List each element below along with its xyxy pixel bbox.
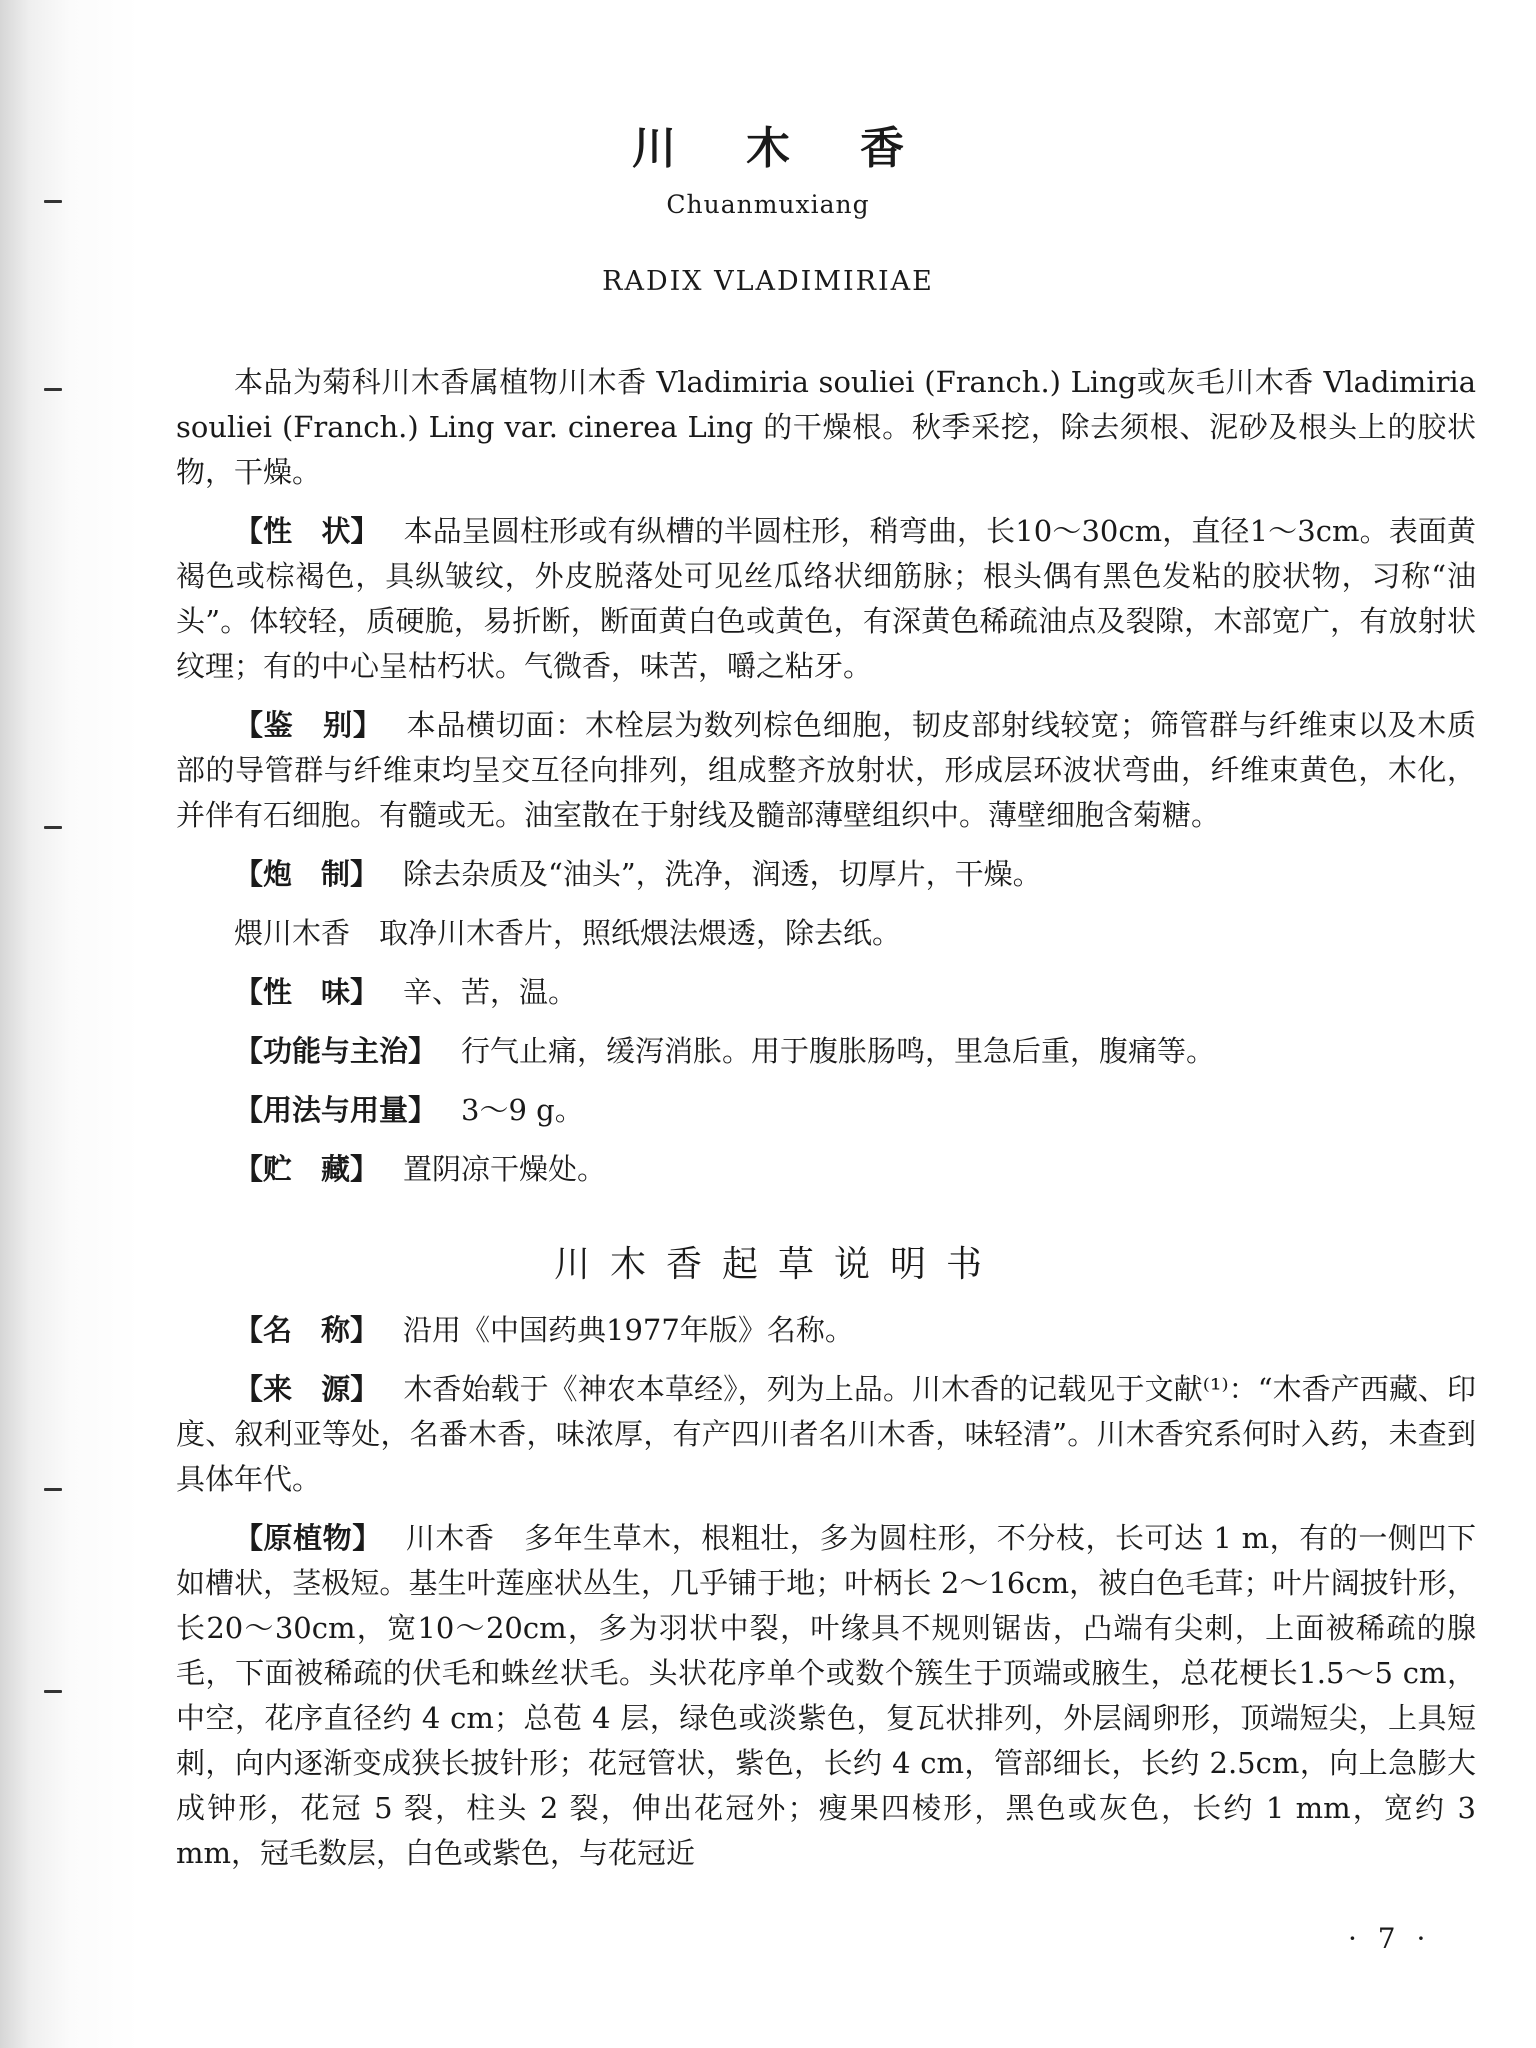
section-text: 3～9 g。: [461, 1093, 584, 1127]
section-text: 木香始载于《神农本草经》，列为上品。川木香的记载见于文献⁽¹⁾：“木香产西藏、印度、叙利亚等处，名番木香，味浓厚，有产四川者名川木香，味轻清”。川木香究系何时入药，未查到具体年代。: [176, 1372, 1476, 1496]
section-label: 【贮 藏】: [234, 1152, 380, 1186]
section-paragraph: [176, 509, 1476, 689]
section-paragraph: [176, 970, 1476, 1015]
section-paragraph: [176, 1088, 1476, 1133]
page-number: · 7 ·: [1348, 1922, 1432, 1955]
binding-mark: [44, 1690, 62, 1693]
section-paragraph: [176, 911, 1476, 956]
section-paragraph: [176, 1029, 1476, 1074]
binding-mark: [44, 1488, 62, 1491]
section-paragraph: [176, 1308, 1476, 1353]
section-label: 【炮 制】: [234, 857, 380, 891]
section-label: 【鉴 别】: [234, 708, 383, 742]
explanation-body: [176, 1308, 1476, 1890]
section-paragraph: [176, 1147, 1476, 1192]
pinyin-title: Chuanmuxiang: [666, 190, 870, 219]
section-text: 除去杂质及“油头”，洗净，润透，切厚片，干燥。: [403, 857, 1042, 891]
section-label: 【性 状】: [234, 514, 380, 548]
intro-paragraph: 本品为菊科川木香属植物川木香 Vladimiria souliei (Franch.) Ling或灰毛川木香 Vladimiria souliei (Franch.) Ling var. cinerea Ling 的干燥根。秋季采挖，除去须根、泥砂及根头上的胶状物，干燥。: [176, 365, 1476, 489]
section-text: 煨川木香 取净川木香片，照纸煨法煨透，除去纸。: [234, 916, 902, 950]
section-text: 辛、苦，温。: [403, 975, 578, 1009]
section-label: 【用法与用量】: [234, 1093, 438, 1127]
section-paragraph: [176, 1367, 1476, 1502]
section-text: 行气止痛，缓泻消胀。用于腹胀肠鸣，里急后重，腹痛等。: [461, 1034, 1216, 1068]
section-text: 置阴凉干燥处。: [403, 1152, 607, 1186]
section-text: 本品横切面：木栓层为数列棕色细胞，韧皮部射线较宽；筛管群与纤维束以及木质部的导管群与纤维束均呈交互径向排列，组成整齐放射状，形成层环波状弯曲，纤维束黄色，木化，并伴有石细胞。有髓或无。油室散在于射线及髓部薄壁组织中。薄壁细胞含菊糖。: [176, 708, 1476, 832]
section-text: 沿用《中国药典1977年版》名称。: [403, 1313, 854, 1347]
section-paragraph: [176, 1516, 1476, 1876]
section-label: 【性 味】: [234, 975, 380, 1009]
section-paragraph: [176, 703, 1476, 838]
section-label: 【功能与主治】: [234, 1034, 438, 1068]
latin-title: RADIX VLADIMIRIAE: [602, 266, 934, 297]
binding-mark: [44, 826, 62, 829]
page-title: 川木香: [632, 123, 974, 174]
section-label: 【原植物】: [234, 1521, 382, 1555]
monograph-body: [176, 360, 1476, 1206]
section-text: 本品呈圆柱形或有纵槽的半圆柱形，稍弯曲，长10～30cm，直径1～3cm。表面黄褐色或棕褐色，具纵皱纹，外皮脱落处可见丝瓜络状细筋脉；根头偶有黑色发粘的胶状物，习称“油头”。体较轻，质硬脆，易折断，断面黄白色或黄色，有深黄色稀疏油点及裂隙，木部宽广，有放射状纹理；有的中心呈枯朽状。气微香，味苦，嚼之粘牙。: [176, 514, 1476, 683]
section-paragraph: [176, 852, 1476, 897]
section-label: 【来 源】: [234, 1372, 380, 1406]
section-text: 川木香 多年生草木，根粗壮，多为圆柱形，不分枝，长可达 1 m，有的一侧凹下如槽状，茎极短。基生叶莲座状丛生，几乎铺于地；叶柄长 2～16cm，被白色毛茸；叶片阔披针形，长20～30cm，宽10～20cm，多为羽状中裂，叶缘具不规则锯齿，凸端有尖刺，上面被稀疏的腺毛，下面被稀疏的伏毛和蛛丝状毛。头状花序单个或数个簇生于顶端或腋生，总花梗长1.5～5 cm，中空，花序直径约 4 cm；总苞 4 层，绿色或淡紫色，复瓦状排列，外层阔卵形，顶端短尖，上具短刺，向内逐渐变成狭长披针形；花冠管状，紫色，长约 4 cm，管部细长，长约 2.5cm，向上急膨大成钟形，花冠 5 裂，柱头 2 裂，伸出花冠外；瘦果四棱形，黑色或灰色，长约 1 mm，宽约 3 mm，冠毛数层，白色或紫色，与花冠近: [176, 1521, 1476, 1870]
binding-mark: [44, 388, 62, 391]
section-label: 【名 称】: [234, 1313, 380, 1347]
section-title: 川木香起草说明书: [553, 1244, 1002, 1285]
